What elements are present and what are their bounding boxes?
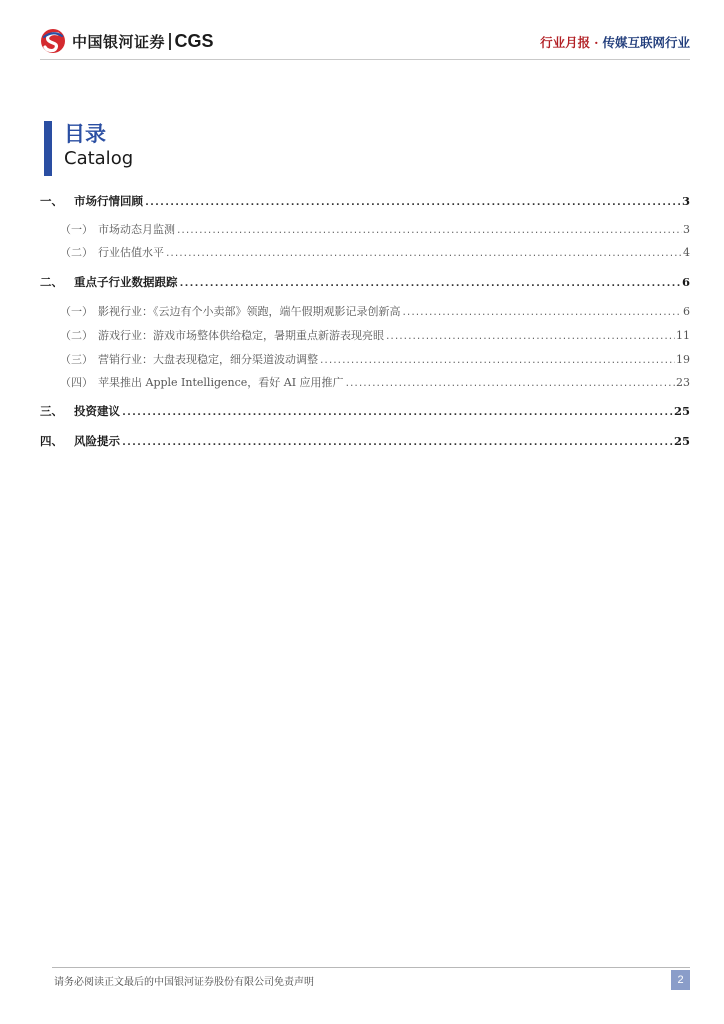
toc-leader: [165, 249, 682, 259]
toc-number: （一）: [60, 305, 93, 318]
toc-entry[interactable]: [40, 351, 690, 367]
toc-number: 二、: [40, 275, 63, 289]
toc-number: （三）: [60, 353, 93, 366]
toc-leader: [319, 356, 675, 366]
industry-name: 传媒互联网行业: [602, 35, 690, 50]
logo-chinese-name: 中国银河证券: [72, 32, 166, 51]
toc-label: 重点子行业数据跟踪: [74, 275, 178, 289]
footer-divider: [52, 967, 690, 968]
toc-page: 19: [676, 353, 690, 366]
report-type: 行业月报: [540, 35, 591, 50]
toc-number: （四）: [60, 376, 93, 389]
toc-label: 营销行业：大盘表现稳定，细分渠道波动调整: [98, 353, 318, 366]
toc-entry[interactable]: [40, 374, 690, 390]
toc-leader: [144, 197, 681, 208]
toc-number: 一、: [40, 194, 63, 208]
toc-page: 6: [681, 275, 690, 289]
toc-page: 23: [676, 376, 690, 389]
toc-number: （二）: [60, 246, 93, 259]
toc-leader: [121, 437, 673, 448]
toc-number: （二）: [60, 329, 93, 342]
report-category: [540, 33, 690, 51]
title-english: Catalog: [64, 148, 134, 169]
toc-label: 风险提示: [74, 434, 120, 448]
toc-leader: [345, 379, 675, 389]
toc-label: 行业估值水平: [98, 246, 164, 259]
header-separator: ·: [594, 35, 599, 50]
toc-entry[interactable]: [40, 274, 690, 290]
toc-entry[interactable]: [40, 433, 690, 449]
title-accent-bar: [44, 121, 52, 176]
toc-entry[interactable]: [40, 303, 690, 319]
toc-label: 投资建议: [74, 404, 120, 418]
title-chinese: 目录: [64, 122, 106, 146]
logo-divider: [169, 33, 171, 50]
toc-page: 25: [673, 434, 690, 448]
toc-entry[interactable]: [40, 403, 690, 419]
toc-leader: [121, 407, 673, 418]
toc-number: 三、: [40, 404, 63, 418]
toc-page: 11: [676, 329, 690, 342]
toc-leader: [402, 308, 683, 318]
toc-label: 市场动态月监测: [98, 223, 175, 236]
toc-entry[interactable]: [40, 221, 690, 237]
toc-label: 苹果推出 Apple Intelligence，看好 AI 应用推广: [98, 376, 344, 389]
toc-leader: [176, 226, 682, 236]
page-number: 2: [671, 970, 690, 990]
toc-label: 影视行业：《云边有个小卖部》领跑，端午假期观影记录创新高: [98, 305, 401, 318]
page-header: [0, 0, 724, 62]
toc-page: 25: [673, 404, 690, 418]
toc-page: 3: [681, 194, 690, 208]
toc-entry[interactable]: [40, 327, 690, 343]
toc-entry[interactable]: [40, 193, 690, 209]
toc-number: （一）: [60, 223, 93, 236]
toc-page: 3: [683, 223, 690, 236]
toc-page: 6: [683, 305, 690, 318]
footer-disclaimer: 请务必阅读正文最后的中国银河证券股份有限公司免责声明: [54, 977, 314, 988]
toc-page: 4: [683, 246, 690, 259]
toc-leader: [179, 278, 681, 289]
logo-english-name: CGS: [174, 30, 214, 51]
toc-leader: [385, 332, 675, 342]
toc-number: 四、: [40, 434, 63, 448]
header-divider: [40, 59, 690, 60]
cgs-logo-icon: [40, 28, 66, 54]
company-logo: [40, 28, 214, 54]
toc-entry[interactable]: [40, 244, 690, 260]
toc-label: 市场行情回顾: [74, 194, 143, 208]
toc-label: 游戏行业：游戏市场整体供给稳定，暑期重点新游表现亮眼: [98, 329, 384, 342]
